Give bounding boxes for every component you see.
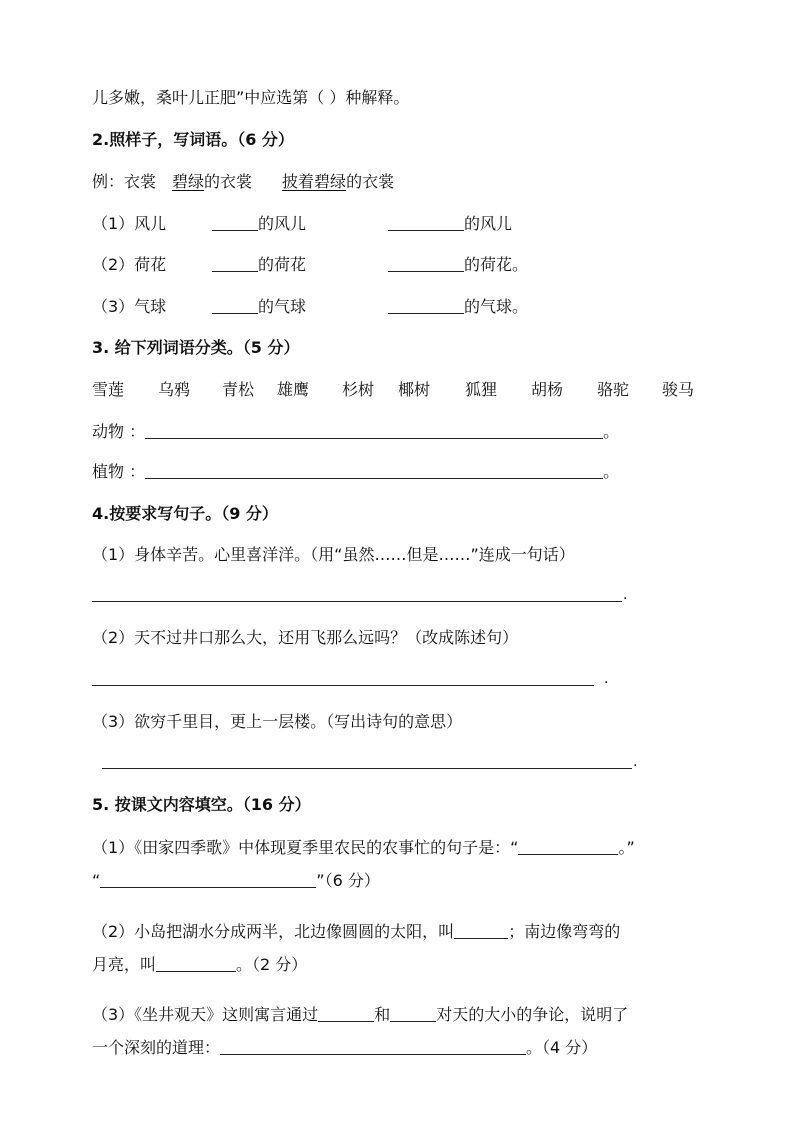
answer-line[interactable] [92, 601, 622, 602]
animals-label: 动物 ： [92, 422, 146, 441]
answer-blank[interactable] [156, 955, 236, 972]
q5-text: 。（4 分） [526, 1038, 598, 1057]
q4-title: 4.按要求写句子。（9 分） [92, 504, 278, 523]
q2-item-suffix: 的气球 [258, 297, 307, 316]
q2-item-label: （3）气球 [92, 297, 167, 316]
q5-text: 。（2 分） [236, 955, 308, 974]
word-item: 杉树 [342, 380, 375, 399]
line-end-dot: . [623, 587, 628, 603]
q2-item-1 [92, 214, 512, 234]
q5-item-2-a [92, 922, 620, 942]
q5-text: ；南边像弯弯的 [508, 922, 621, 941]
q2-example [92, 172, 394, 192]
q4-sentence-3: （3）欲穷千里目，更上一层楼。（写出诗句的意思） [92, 712, 463, 731]
word-item: 椰树 [398, 380, 431, 399]
q5-title: 5. 按课文内容填空。（16 分） [92, 795, 311, 814]
word-item: 青松 [222, 380, 255, 399]
answer-blank[interactable] [388, 255, 464, 272]
answer-blank[interactable] [212, 255, 258, 272]
word-item: 狐狸 [465, 380, 498, 399]
animals-row [92, 422, 619, 442]
word-item: 雄鹰 [277, 380, 310, 399]
answer-blank[interactable] [318, 1005, 374, 1022]
q5-text: 。” [618, 838, 635, 857]
example-a: 碧绿 [172, 172, 205, 191]
q2-item-suffix: 的气球。 [464, 297, 529, 316]
answer-blank[interactable] [100, 871, 316, 888]
q5-item-1-b [92, 871, 380, 891]
q5-item-3-a [92, 1005, 628, 1025]
q2-item-label: （2）荷花 [92, 255, 167, 274]
q5-text: 一个深刻的道理： [92, 1038, 221, 1057]
example-b: 披着碧绿 [282, 172, 347, 191]
q5-item-1-a [92, 838, 635, 858]
q2-item-3 [92, 297, 528, 317]
answer-blank[interactable] [212, 214, 258, 231]
q4-sentence-1: （1）身体辛苦。心里喜洋洋。（用“虽然……但是……”连成一句话） [92, 545, 575, 564]
answer-blank[interactable] [145, 422, 603, 439]
q3-title: 3. 给下列词语分类。（5 分） [92, 338, 300, 357]
q5-item-3-b [92, 1038, 597, 1058]
q5-item-2-b [92, 955, 307, 975]
answer-blank[interactable] [212, 297, 258, 314]
answer-blank[interactable] [454, 922, 508, 939]
q5-text: “ [92, 871, 101, 890]
line-end-dot: . [604, 671, 609, 687]
q2-item-label: （1）风儿 [92, 214, 167, 233]
answer-blank[interactable] [145, 462, 603, 479]
answer-blank[interactable] [388, 214, 464, 231]
q2-item-suffix: 的风儿 [464, 214, 513, 233]
q5-text: 月亮，叫 [92, 955, 157, 974]
example-prefix: 例：衣裳 [92, 172, 157, 191]
answer-blank[interactable] [518, 838, 618, 855]
answer-blank[interactable] [220, 1038, 526, 1055]
q2-title: 2.照样子，写词语。（6 分） [92, 130, 294, 149]
answer-blank[interactable] [388, 297, 464, 314]
q1-tail: 儿多嫩，桑叶儿正肥”中应选第（ ）种解释。 [92, 88, 410, 107]
word-item: 雪莲 [92, 380, 125, 399]
q5-text: 和 [374, 1005, 391, 1024]
word-item: 乌鸦 [158, 380, 191, 399]
q2-item-suffix: 的风儿 [258, 214, 307, 233]
word-item: 胡杨 [531, 380, 564, 399]
q5-text: ”（6 分） [316, 871, 380, 890]
q5-text: （1）《田家四季歌》中体现夏季里农民的农事忙的句子是：“ [92, 838, 519, 857]
word-item: 骆驼 [597, 380, 630, 399]
answer-blank[interactable] [390, 1005, 436, 1022]
q5-text: 对天的大小的争论，说明了 [436, 1005, 629, 1024]
q4-sentence-2: （2）天不过井口那么大，还用飞那么远吗？（改成陈述句） [92, 628, 519, 647]
row-end: 。 [603, 422, 620, 441]
line-end-dot: . [633, 754, 638, 770]
q2-item-suffix: 的荷花 [258, 255, 307, 274]
q5-text: （3）《坐井观天》这则寓言通过 [92, 1005, 319, 1024]
word-item: 骏马 [662, 380, 695, 399]
answer-line[interactable] [102, 768, 632, 769]
example-a-suffix: 的衣裳 [204, 172, 253, 191]
plants-label: 植物 ： [92, 462, 146, 481]
example-b-suffix: 的衣裳 [346, 172, 395, 191]
q5-text: （2）小岛把湖水分成两半，北边像圆圆的太阳，叫 [92, 922, 455, 941]
q2-item-2 [92, 255, 528, 275]
q2-item-suffix: 的荷花。 [464, 255, 529, 274]
plants-row [92, 462, 619, 482]
answer-line[interactable] [92, 685, 594, 686]
row-end: 。 [603, 462, 620, 481]
